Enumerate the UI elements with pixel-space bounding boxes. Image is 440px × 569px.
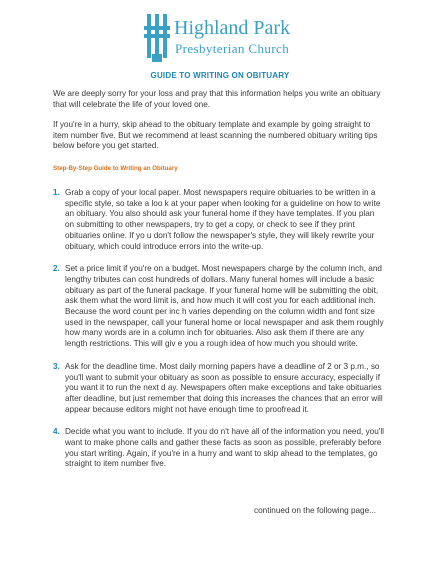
continued-note: continued on the following page... (254, 506, 376, 515)
step-text: Decide what you want to include. If you do n't have all of the information you need, you'll want to make phone calls and gather these facts as soon as possible, preferably before you start writing. Again, if you're in a hurry and want to skip ahead to the templates, go straight to item number five. (65, 427, 384, 469)
intro-paragraph: If you're in a hurry, skip ahead to the obituary template and example by going straight to item number five. But we recommend at least scanning the numbered obituary writing tips below before you get started. (53, 120, 378, 150)
step-item (53, 264, 385, 350)
intro-paragraph: We are deeply sorry for your loss and pray that this information helps you write an obituary that will celebrate the life of your loved one. (53, 89, 381, 109)
step-item (53, 362, 385, 416)
step-number: 2 . (53, 264, 60, 275)
step-text: Set a price limit if you're on a budget. Most newspapers charge by the column inch, and lengthy tributes can cost hundreds of dollars. Many funeral homes will include a basic obituary as part of the funeral package. If your funeral home will be submitting the obit, ask them what the word limit is, and how much it will cost you for each additional inch. Because the word count per inc h varies depending on the column width and font size used in the newspaper, call your funeral home or local newspaper and ask them roughly how many words are in a column inch for obituaries. Also ask them if there are any length restrictions. This will giv e you a rough idea of how much you should write. (65, 264, 384, 349)
steps-list (53, 188, 385, 482)
letterhead (144, 14, 404, 64)
org-subtitle: Presbyterian Church (175, 41, 290, 56)
step-item (53, 188, 385, 252)
step-text: Ask for the deadline time. Most daily morning papers have a deadline of 2 or 3 p.m., so you'll want to submit your obituary as soon as possible to ensure accuracy, especially if you want it to run the next d ay. Newspapers often make exceptions and take obituaries after deadline, but just remember that doing this increases the chances that an error will appear because editors might not have enough time to proofread it. (65, 361, 383, 414)
step-number: 4 . (53, 427, 60, 438)
step-number: 3 . (53, 362, 60, 373)
org-name: Highland Park (174, 17, 291, 39)
step-text: Grab a copy of your local paper. Most newspapers require obituaries to be written in a specific style, so take a loo k at your paper when looking for a guideline on how to write an obituary. You also should ask your funeral home if they have templates. If you plan on submitting to other newspapers, try to get a copy, or check to see if they print obituaries online. If yo u don't follow the newspaper's style, they will likely rewrite your obituary, which could introduce errors into the write-up. (65, 188, 381, 251)
cross-logo-icon (144, 14, 170, 62)
document-title: GUIDE TO WRITING ON OBITUARY (150, 71, 290, 80)
section-heading: Step-By-Step Guide to Writing an Obituary (53, 165, 178, 172)
step-number: 1 . (53, 188, 60, 199)
step-item (53, 427, 385, 470)
